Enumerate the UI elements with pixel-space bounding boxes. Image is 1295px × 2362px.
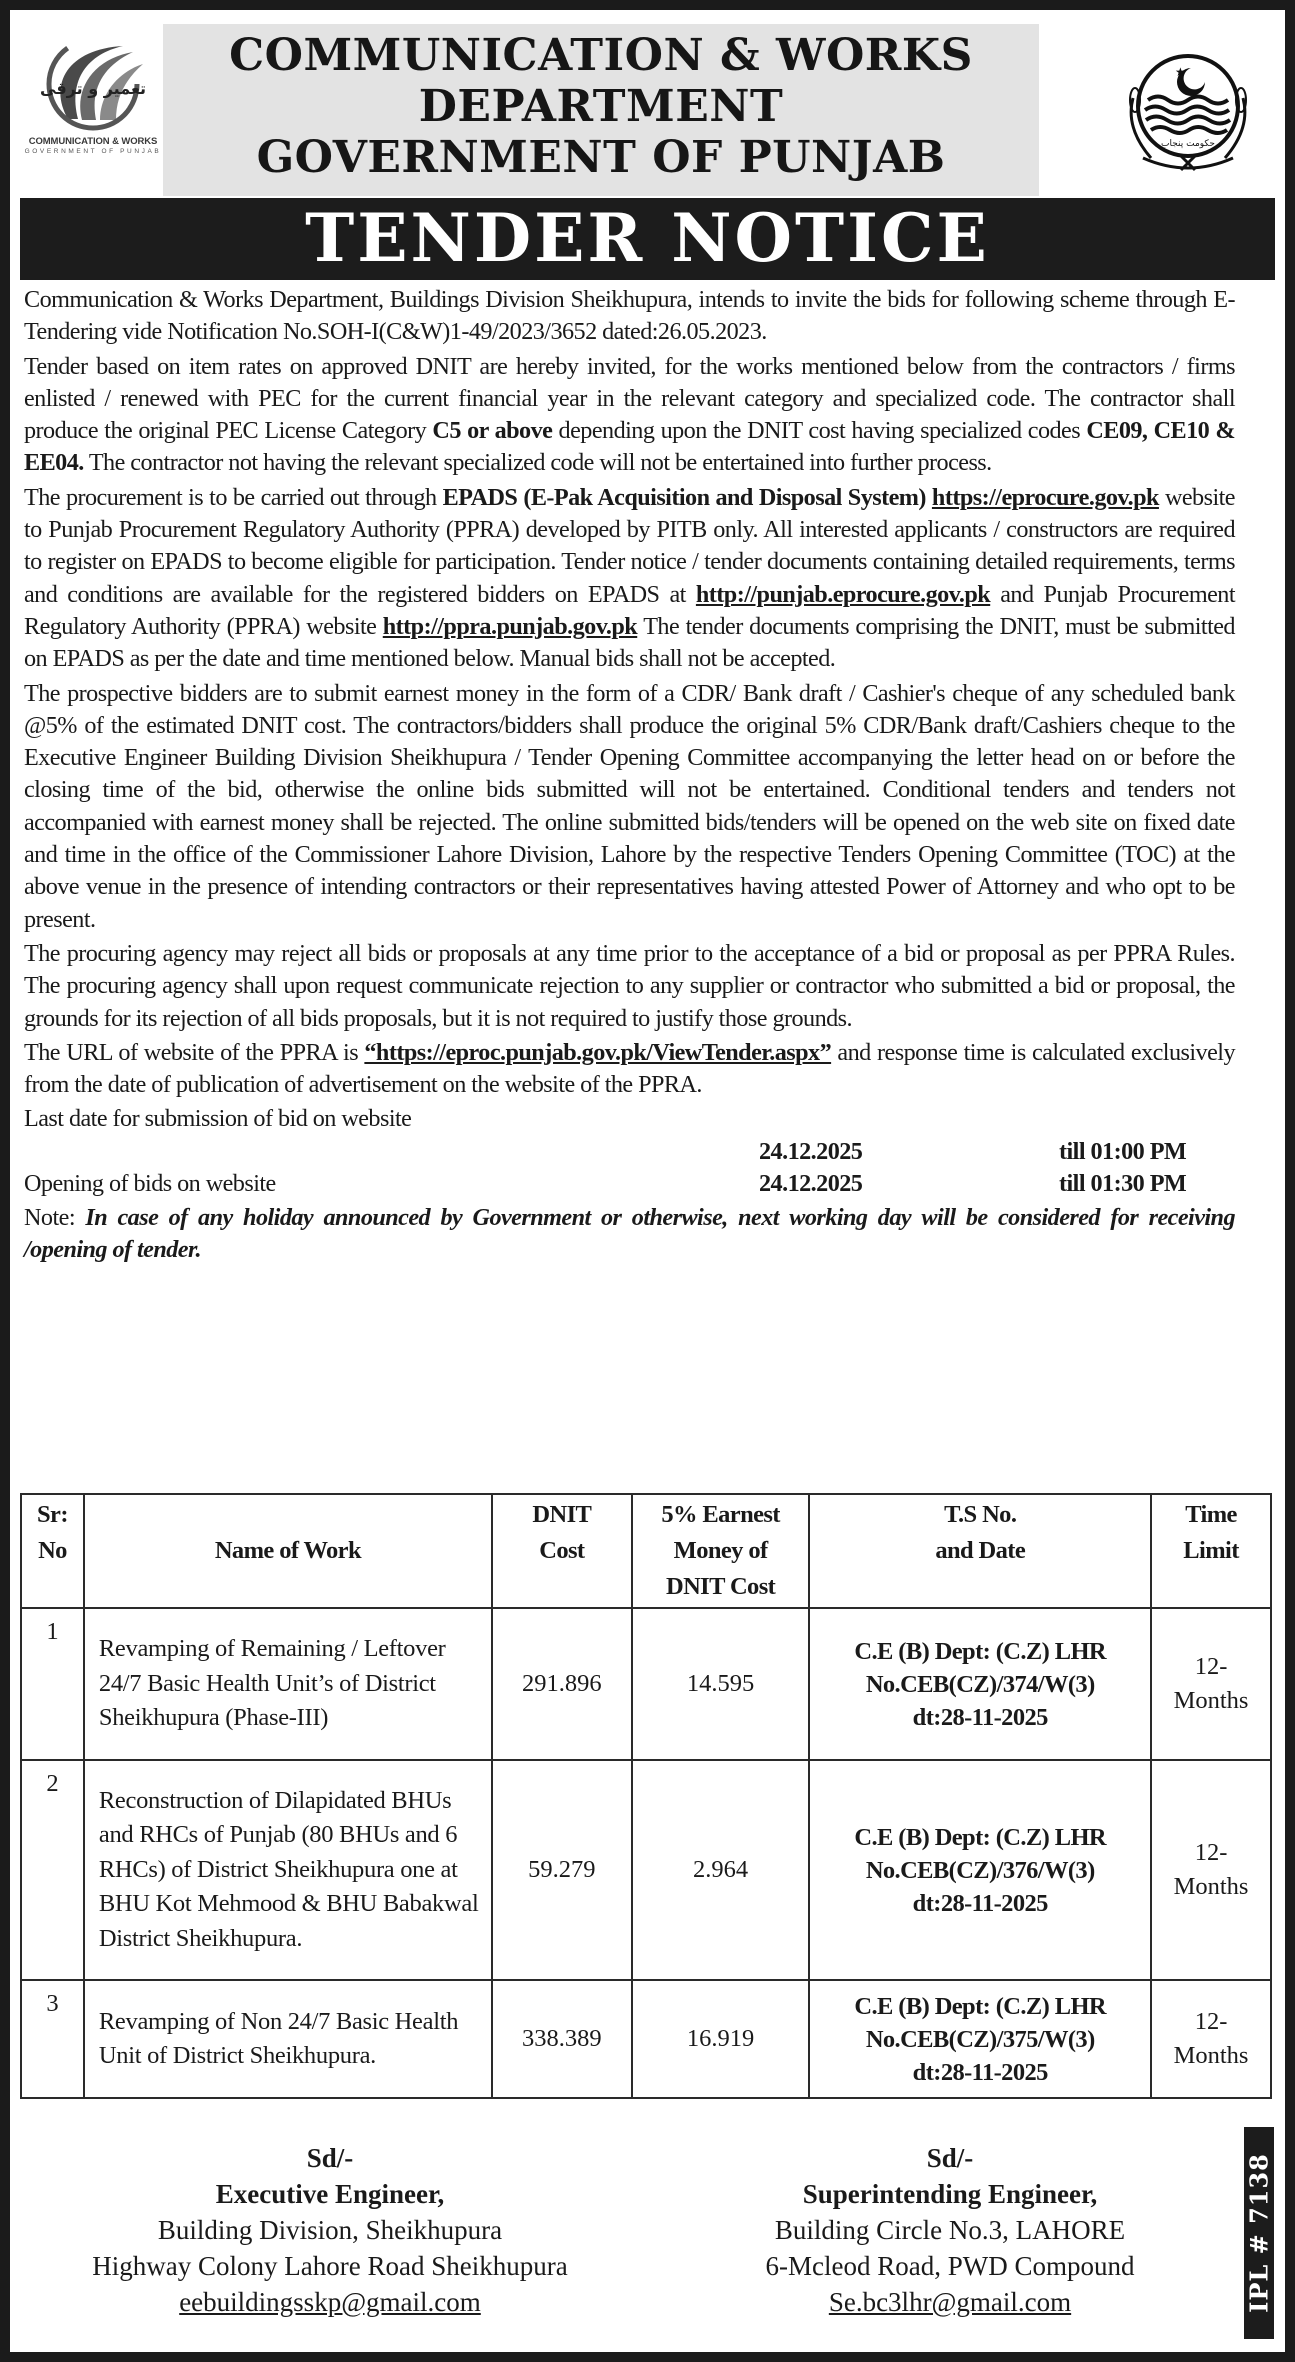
cell-earnest-money: 14.595 <box>632 1608 810 1760</box>
cell-earnest-money: 16.919 <box>632 1980 810 2098</box>
works-table <box>20 1493 1272 2099</box>
ipl-tag: IPL # 7138 <box>1244 2127 1274 2339</box>
cell-name-of-work: Revamping of Non 24/7 Basic Health Unit of District Sheikhupura. <box>84 1980 492 2098</box>
title-line-3: GOVERNMENT OF PUNJAB <box>256 132 946 183</box>
cell-name-of-work: Reconstruction of Dilapidated BHUs and RHCs of Punjab (80 BHUs and 6 RHCs) of District Sheikhupura one at BHU Kot Mehmood & BHU Babakwal District Sheikhupura. <box>84 1760 492 1980</box>
signatory-title: Superintending Engineer, <box>802 2179 1098 2209</box>
cell-time-limit: 12- Months <box>1151 1980 1271 2098</box>
tender-notice-banner: TENDER NOTICE <box>20 198 1275 280</box>
cell-dnit-cost: 338.389 <box>492 1980 632 2098</box>
earnest-money-paragraph: The prospective bidders are to submit earnest money in the form of a CDR/ Bank draft / Cashier's cheque of any scheduled bank @5% of the estimated DNIT cost. The contractors/bidders shall produce the original 5% CDR/Bank draft/Cashiers cheque to the Executive Engineer Building Division Sheikhupura / Tender Opening Committee accompanying the letter head on or before the closing time of the bid, otherwise the online bids submitted will not be entertained. Conditional tenders and tenders not accompanied with earnest money shall be rejected. The online submitted bids/tenders will be opened on the web site on fixed date and time in the office of the Commissioner Lahore Division, Lahore by the respective Tenders Opening Committee (TOC) at the above venue in the presence of intending contractors or their representatives having attested Power of Attorney and who opt to be present. <box>24 679 1235 933</box>
cell-ts-no-date: C.E (B) Dept: (C.Z) LHR No.CEB(CZ)/374/W(3) dt:28-11-2025 <box>809 1608 1151 1760</box>
submission-date: 24.12.2025 <box>759 1137 863 1165</box>
ppra-url-paragraph: The URL of website of the PPRA is “https://eproc.punjab.gov.pk/ViewTender.aspx” and response time is calculated exclusively from the date of publication of advertisement on the website of the PPRA. <box>24 1038 1235 1099</box>
logo-line-2: GOVERNMENT OF PUNJAB <box>24 148 162 155</box>
signatory-address: 6-Mcleod Road, PWD Compound <box>765 2251 1135 2281</box>
cell-dnit-cost: 291.896 <box>492 1608 632 1760</box>
svg-text:تعمیر و ترقی: تعمیر و ترقی <box>40 79 146 98</box>
opening-date: 24.12.2025 <box>759 1169 863 1197</box>
submission-deadline-row <box>24 1136 1235 1168</box>
cell-time-limit: 12- Months <box>1151 1608 1271 1760</box>
logo-line-1: COMMUNICATION & WORKS <box>28 136 158 147</box>
sd-mark: Sd/- <box>926 2143 974 2173</box>
holiday-note: Note: In case of any holiday announced by Government or otherwise, next working day will be considered for receiving /opening of tender. <box>24 1203 1236 1264</box>
view-tender-link[interactable]: “https://eproc.punjab.gov.pk/ViewTender.aspx” <box>364 1038 832 1066</box>
cell-sr: 3 <box>21 1980 84 2098</box>
ppra-link[interactable]: http://ppra.punjab.gov.pk <box>382 612 638 640</box>
submission-label: Last date for submission of bid on website <box>24 1105 412 1133</box>
bid-schedule <box>24 1136 1235 1202</box>
epads-name: EPADS (E-Pak Acquisition and Disposal System) <box>442 483 926 511</box>
svg-text:حکومت پنجاب: حکومت پنجاب <box>1161 139 1215 149</box>
cell-dnit-cost: 59.279 <box>492 1760 632 1980</box>
license-category: C5 or above <box>432 417 553 445</box>
opening-row <box>24 1168 1235 1200</box>
cell-earnest-money: 2.964 <box>632 1760 810 1980</box>
cell-sr: 2 <box>21 1760 84 1980</box>
signatory-address: Highway Colony Lahore Road Sheikhupura <box>92 2251 568 2281</box>
header <box>10 10 1275 196</box>
cell-ts-no-date: C.E (B) Dept: (C.Z) LHR No.CEB(CZ)/376/W(3) dt:28-11-2025 <box>809 1760 1151 1980</box>
rejection-paragraph: The procuring agency may reject all bids or proposals at any time prior to the acceptance of a bid or proposal as per PPRA Rules. The procuring agency shall upon request communicate rejection to any supplier or contractor who submitted a bid or proposal, the grounds for its rejection of all bids proposals, but it is not required to justify those grounds. <box>24 939 1235 1032</box>
table-row <box>21 1760 1271 1980</box>
procurement-paragraph: The procurement is to be carried out through EPADS (E-Pak Acquisition and Disposal System) https://eprocure.gov.pk website to Punjab Procurement Regulatory Authority (PPRA) developed by PITB only. All interested applicants / constructors are required to register on EPADS to become eligible for participation. Tender notice / tender documents containing detailed requirements, terms and conditions are available for the registered bidders on EPADS at http://punjab.eprocure.gov.pk and Punjab Procurement Regulatory Authority (PPRA) website http://ppra.punjab.gov.pk The tender documents comprising the DNIT, must be submitted on EPADS as per the date and time mentioned below. Manual bids shall not be accepted. <box>24 483 1235 673</box>
header-dnit-cost: DNIT Cost <box>492 1494 632 1608</box>
header-earnest-money: 5% Earnest Money of DNIT Cost <box>632 1494 810 1608</box>
opening-label: Opening of bids on website <box>24 1169 276 1197</box>
punjab-government-seal <box>1113 38 1263 188</box>
department-title <box>163 24 1039 196</box>
intro-paragraph: Communication & Works Department, Buildings Division Sheikhupura, intends to invite the bids for following scheme through E-Tendering vide Notification No.SOH-I(C&W)1-49/2023/3652 dated:26.05.2023. <box>24 286 1235 346</box>
signatory-title: Executive Engineer, <box>215 2179 445 2209</box>
cell-time-limit: 12- Months <box>1151 1760 1271 1980</box>
header-time-limit: Time Limit <box>1151 1494 1271 1608</box>
eprocure-link[interactable]: https://eprocure.gov.pk <box>931 483 1159 511</box>
opening-time: till 01:30 PM <box>1059 1169 1187 1197</box>
signatory-email[interactable]: Se.bc3lhr@gmail.com <box>828 2287 1072 2317</box>
title-line-2: DEPARTMENT <box>418 81 784 132</box>
road-swoosh-logo-icon <box>38 24 148 134</box>
superintending-engineer-signature <box>700 2140 1200 2320</box>
cell-ts-no-date: C.E (B) Dept: (C.Z) LHR No.CEB(CZ)/375/W(3) dt:28-11-2025 <box>809 1980 1151 2098</box>
table-row <box>21 1608 1271 1760</box>
specialized-codes: CE09, CE10 & EE04. <box>24 417 1236 477</box>
cell-sr: 1 <box>21 1608 84 1760</box>
notice-body <box>24 284 1235 1268</box>
title-line-1: COMMUNICATION & WORKS <box>229 30 973 81</box>
header-ts-no-date: T.S No. and Date <box>809 1494 1151 1608</box>
table-header-row <box>21 1494 1271 1608</box>
table-row <box>21 1980 1271 2098</box>
svg-text:★: ★ <box>1175 65 1186 79</box>
cw-department-logo <box>18 24 168 174</box>
signatory-office: Building Division, Sheikhupura <box>157 2215 503 2245</box>
header-sr-no: Sr: No <box>21 1494 84 1608</box>
eligibility-paragraph: Tender based on item rates on approved DNIT are hereby invited, for the works mentioned below from the contractors / firms enlisted / renewed with PEC for the current financial year in the relevant category and specialized code. The contractor shall produce the original PEC License Category C5 or above depending upon the DNIT cost having specialized codes CE09, CE10 & EE04. The contractor not having the relevant specialized code will not be entertained into further process. <box>24 352 1236 477</box>
signatory-office: Building Circle No.3, LAHORE <box>774 2215 1126 2245</box>
submission-time: till 01:00 PM <box>1059 1137 1187 1165</box>
header-name-of-work: Name of Work <box>84 1494 492 1608</box>
signatory-email[interactable]: eebuildingsskp@gmail.com <box>179 2287 481 2317</box>
sd-mark: Sd/- <box>306 2143 354 2173</box>
punjab-eprocure-link[interactable]: http://punjab.eprocure.gov.pk <box>695 580 991 608</box>
cell-name-of-work: Revamping of Remaining / Leftover 24/7 Basic Health Unit’s of District Sheikhupura (Phase-III) <box>84 1608 492 1760</box>
executive-engineer-signature <box>60 2140 600 2320</box>
punjab-seal-icon <box>1113 38 1263 188</box>
